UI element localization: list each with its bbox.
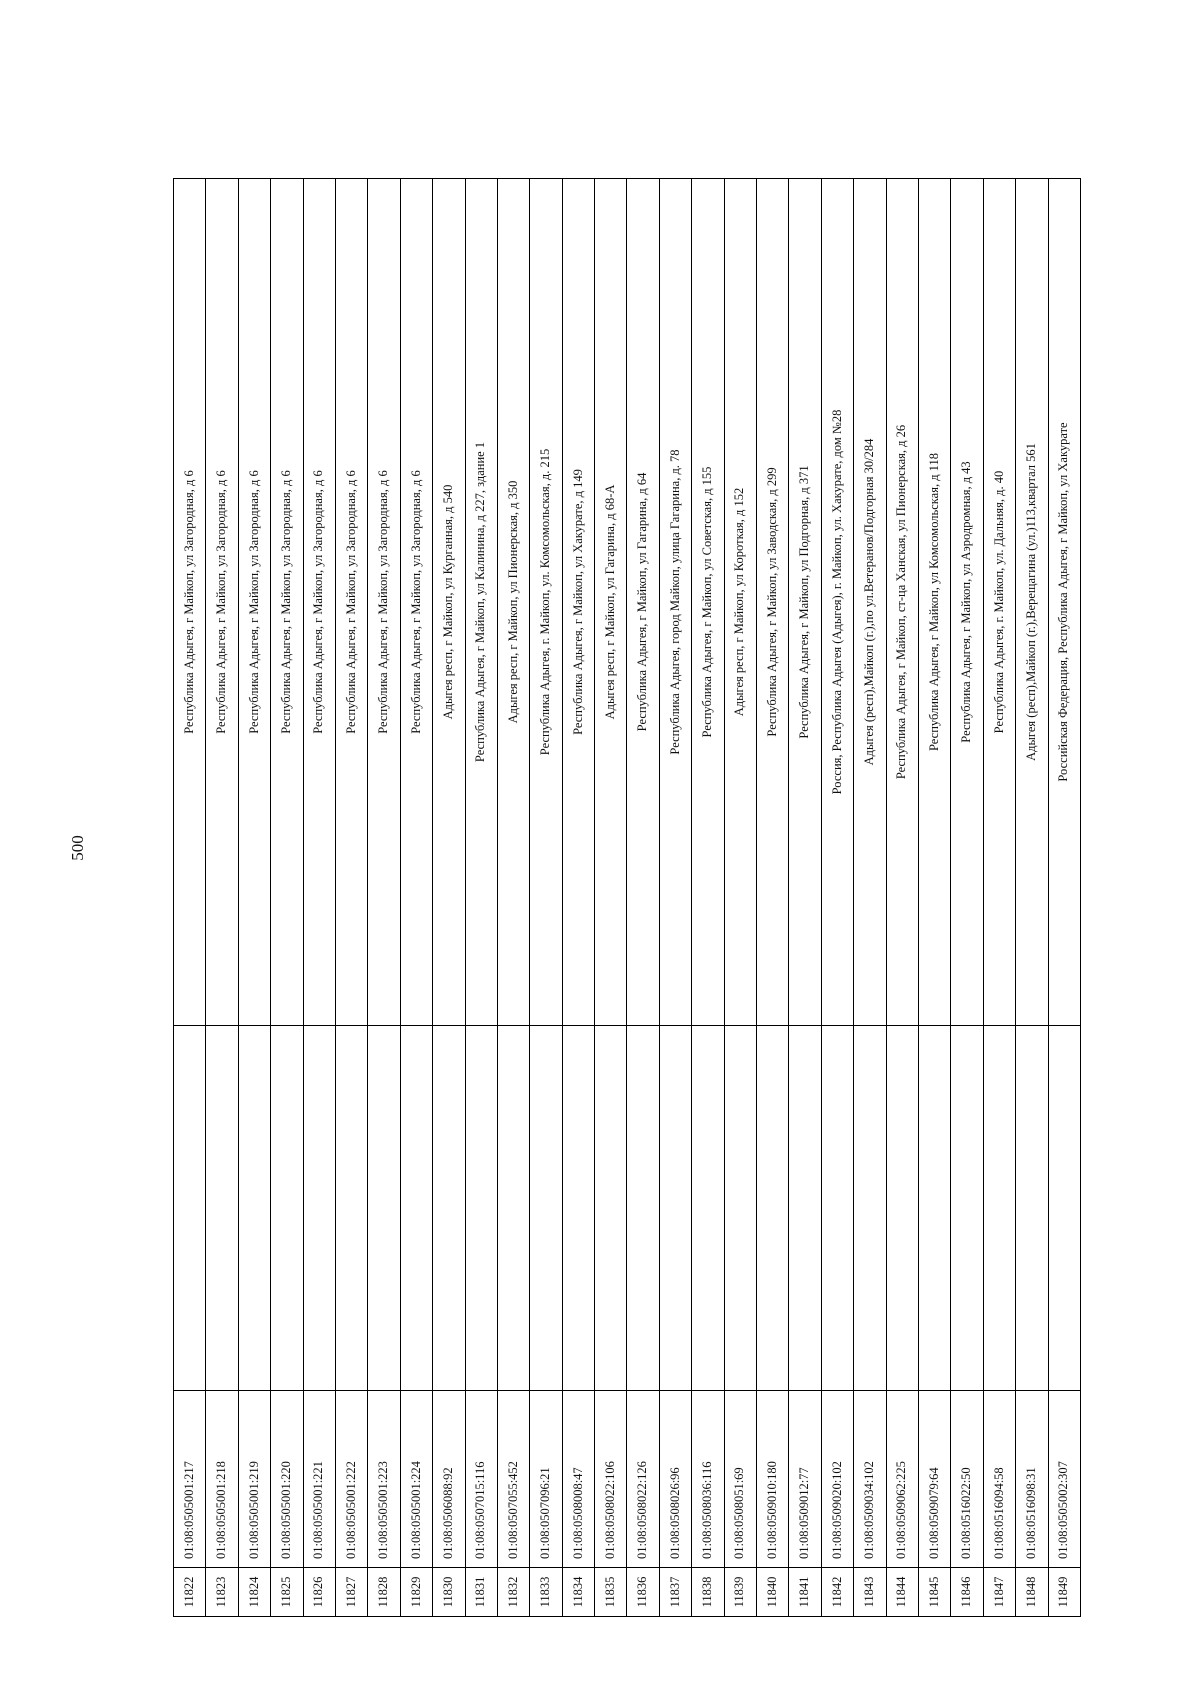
address-cell: Республика Адыгея, г Майкоп, ул Загородная, д 6 [206, 179, 238, 1026]
cadastral-number-cell: 01:08:0508051:69 [724, 1391, 756, 1568]
table-row [854, 179, 886, 1617]
empty-cell [854, 1026, 886, 1391]
row-number-cell: 11825 [271, 1568, 303, 1617]
cadastral-number-cell: 01:08:0505001:222 [335, 1391, 367, 1568]
table-row [497, 179, 529, 1617]
cadastral-number-cell: 01:08:0505001:223 [368, 1391, 400, 1568]
table-row [238, 179, 270, 1617]
cadastral-number-cell: 01:08:0508022:106 [595, 1391, 627, 1568]
cadastral-number-cell: 01:08:0507015:116 [465, 1391, 497, 1568]
table-row [433, 179, 465, 1617]
cadastral-number-cell: 01:08:0506088:92 [433, 1391, 465, 1568]
address-cell: Республика Адыгея, г Майкоп, ул Загородная, д 6 [271, 179, 303, 1026]
empty-cell [983, 1026, 1015, 1391]
row-number-cell: 11839 [724, 1568, 756, 1617]
table-row [724, 179, 756, 1617]
empty-cell [335, 1026, 367, 1391]
row-number-cell: 11829 [400, 1568, 432, 1617]
cadastral-number-cell: 01:08:0516022:50 [951, 1391, 983, 1568]
cadastral-number-cell: 01:08:0505001:217 [174, 1391, 206, 1568]
address-cell: Республика Адыгея, г Майкоп, ул Загородная, д 6 [303, 179, 335, 1026]
cadastral-number-cell: 01:08:0507096:21 [530, 1391, 562, 1568]
address-cell: Республика Адыгея, г Майкоп, ул Загородная, д 6 [335, 179, 367, 1026]
table-row [983, 179, 1015, 1617]
row-number-cell: 11830 [433, 1568, 465, 1617]
table-row [335, 179, 367, 1617]
cadastral-number-cell: 01:08:0509062:225 [886, 1391, 918, 1568]
empty-cell [368, 1026, 400, 1391]
address-cell: Республика Адыгея, г Майкоп, ул Хакурате, д 149 [562, 179, 594, 1026]
cadastral-number-cell: 01:08:0516098:31 [1016, 1391, 1048, 1568]
table-row [1016, 179, 1048, 1617]
address-cell: Адыгея респ, г Майкоп, ул Гагарина, д 68-А [595, 179, 627, 1026]
cadastral-number-cell: 01:08:0507055:452 [497, 1391, 529, 1568]
cadastral-number-cell: 01:08:0505001:220 [271, 1391, 303, 1568]
cadastral-number-cell: 01:08:0505002:307 [1048, 1391, 1080, 1568]
address-cell: Республика Адыгея, г Майкоп, ул Заводская, д 299 [757, 179, 789, 1026]
row-number-cell: 11849 [1048, 1568, 1080, 1617]
row-number-cell: 11844 [886, 1568, 918, 1617]
row-number-cell: 11828 [368, 1568, 400, 1617]
row-number-cell: 11837 [659, 1568, 691, 1617]
cadastral-number-cell: 01:08:0509010:180 [757, 1391, 789, 1568]
address-cell: Республика Адыгея, г Майкоп, ул Загородная, д 6 [400, 179, 432, 1026]
row-number-cell: 11835 [595, 1568, 627, 1617]
cadastral-number-cell: 01:08:0505001:219 [238, 1391, 270, 1568]
empty-cell [1016, 1026, 1048, 1391]
address-cell: Адыгея (респ),Майкоп (г.),Верещагина (ул.)113,квартал 561 [1016, 179, 1048, 1026]
address-cell: Адыгея респ, г Майкоп, ул Курганная, д 540 [433, 179, 465, 1026]
empty-cell [271, 1026, 303, 1391]
address-cell: Россия, Республика Адыгея (Адыгея), г. Майкоп, ул. Хакурате, дом №28 [821, 179, 853, 1026]
table-row [757, 179, 789, 1617]
table-row [1048, 179, 1080, 1617]
address-cell: Адыгея (респ),Майкоп (г.),по ул.Ветеранов/Подгорная 30/284 [854, 179, 886, 1026]
empty-cell [433, 1026, 465, 1391]
empty-cell [238, 1026, 270, 1391]
empty-cell [1048, 1026, 1080, 1391]
row-number-cell: 11840 [757, 1568, 789, 1617]
row-number-cell: 11826 [303, 1568, 335, 1617]
table-row [271, 179, 303, 1617]
table-row [627, 179, 659, 1617]
table-row [530, 179, 562, 1617]
empty-cell [595, 1026, 627, 1391]
row-number-cell: 11848 [1016, 1568, 1048, 1617]
address-cell: Республика Адыгея, г Майкоп, ул Гагарина, д 64 [627, 179, 659, 1026]
row-number-cell: 11841 [789, 1568, 821, 1617]
empty-cell [789, 1026, 821, 1391]
cadastral-number-cell: 01:08:0508036:116 [692, 1391, 724, 1568]
table-row [821, 179, 853, 1617]
address-cell: Республика Адыгея, г. Майкоп, ул. Комсомольская, д. 215 [530, 179, 562, 1026]
empty-cell [530, 1026, 562, 1391]
empty-cell [400, 1026, 432, 1391]
cadastral-number-cell: 01:08:0509020:102 [821, 1391, 853, 1568]
row-number-cell: 11843 [854, 1568, 886, 1617]
table-row [659, 179, 691, 1617]
row-number-cell: 11832 [497, 1568, 529, 1617]
empty-cell [724, 1026, 756, 1391]
address-cell: Адыгея респ, г Майкоп, ул Короткая, д 152 [724, 179, 756, 1026]
row-number-cell: 11846 [951, 1568, 983, 1617]
table-row [692, 179, 724, 1617]
table-row [400, 179, 432, 1617]
table-row [918, 179, 950, 1617]
cadastral-number-cell: 01:08:0509079:64 [918, 1391, 950, 1568]
register-table [173, 179, 1081, 1617]
cadastral-number-cell: 01:08:0508008:47 [562, 1391, 594, 1568]
empty-cell [497, 1026, 529, 1391]
page-number: 500 [68, 835, 87, 861]
address-cell: Республика Адыгея, г Майкоп, ул Загородная, д 6 [174, 179, 206, 1026]
address-cell: Республика Адыгея, г Майкоп, ул Калинина, д 227, здание 1 [465, 179, 497, 1026]
table-row [368, 179, 400, 1617]
table-row [562, 179, 594, 1617]
empty-cell [951, 1026, 983, 1391]
address-cell: Республика Адыгея, г Майкоп, ул Аэродромная, д 43 [951, 179, 983, 1026]
cadastral-number-cell: 01:08:0508026:96 [659, 1391, 691, 1568]
row-number-cell: 11822 [174, 1568, 206, 1617]
row-number-cell: 11823 [206, 1568, 238, 1617]
row-number-cell: 11824 [238, 1568, 270, 1617]
row-number-cell: 11847 [983, 1568, 1015, 1617]
address-cell: Республика Адыгея, г Майкоп, ул Загородная, д 6 [368, 179, 400, 1026]
row-number-cell: 11833 [530, 1568, 562, 1617]
cadastral-number-cell: 01:08:0509034:102 [854, 1391, 886, 1568]
table-body [174, 179, 1081, 1617]
address-cell: Республика Адыгея, г. Майкоп, ул. Дальняя, д. 40 [983, 179, 1015, 1026]
address-cell: Республика Адыгея, г Майкоп, ул Советская, д 155 [692, 179, 724, 1026]
empty-cell [303, 1026, 335, 1391]
address-cell: Республика Адыгея, г Майкоп, ст-ца Ханская, ул Пионерская, д 26 [886, 179, 918, 1026]
empty-cell [821, 1026, 853, 1391]
address-cell: Республика Адыгея, город Майкоп, улица Гагарина, д. 78 [659, 179, 691, 1026]
address-cell: Адыгея респ, г Майкоп, ул Пионерская, д 350 [497, 179, 529, 1026]
table-row [789, 179, 821, 1617]
cadastral-number-cell: 01:08:0509012:77 [789, 1391, 821, 1568]
empty-cell [562, 1026, 594, 1391]
cadastral-number-cell: 01:08:0505001:224 [400, 1391, 432, 1568]
row-number-cell: 11831 [465, 1568, 497, 1617]
empty-cell [692, 1026, 724, 1391]
cadastral-number-cell: 01:08:0516094:58 [983, 1391, 1015, 1568]
table-row [595, 179, 627, 1617]
empty-cell [206, 1026, 238, 1391]
address-cell: Республика Адыгея, г Майкоп, ул Комсомольская, д 118 [918, 179, 950, 1026]
empty-cell [886, 1026, 918, 1391]
table-row [303, 179, 335, 1617]
row-number-cell: 11836 [627, 1568, 659, 1617]
empty-cell [757, 1026, 789, 1391]
table-row [951, 179, 983, 1617]
empty-cell [174, 1026, 206, 1391]
empty-cell [627, 1026, 659, 1391]
table-row [465, 179, 497, 1617]
address-cell: Республика Адыгея, г Майкоп, ул Подгорная, д 371 [789, 179, 821, 1026]
table-row [174, 179, 206, 1617]
cadastral-number-cell: 01:08:0505001:218 [206, 1391, 238, 1568]
empty-cell [918, 1026, 950, 1391]
table-row [886, 179, 918, 1617]
address-cell: Российская Федерация, Республика Адыгея, г Майкоп, ул Хакурате [1048, 179, 1080, 1026]
empty-cell [465, 1026, 497, 1391]
row-number-cell: 11827 [335, 1568, 367, 1617]
row-number-cell: 11834 [562, 1568, 594, 1617]
cadastral-number-cell: 01:08:0505001:221 [303, 1391, 335, 1568]
cadastral-number-cell: 01:08:0508022:126 [627, 1391, 659, 1568]
row-number-cell: 11845 [918, 1568, 950, 1617]
address-cell: Республика Адыгея, г Майкоп, ул Загородная, д 6 [238, 179, 270, 1026]
table-row [206, 179, 238, 1617]
row-number-cell: 11842 [821, 1568, 853, 1617]
empty-cell [659, 1026, 691, 1391]
row-number-cell: 11838 [692, 1568, 724, 1617]
